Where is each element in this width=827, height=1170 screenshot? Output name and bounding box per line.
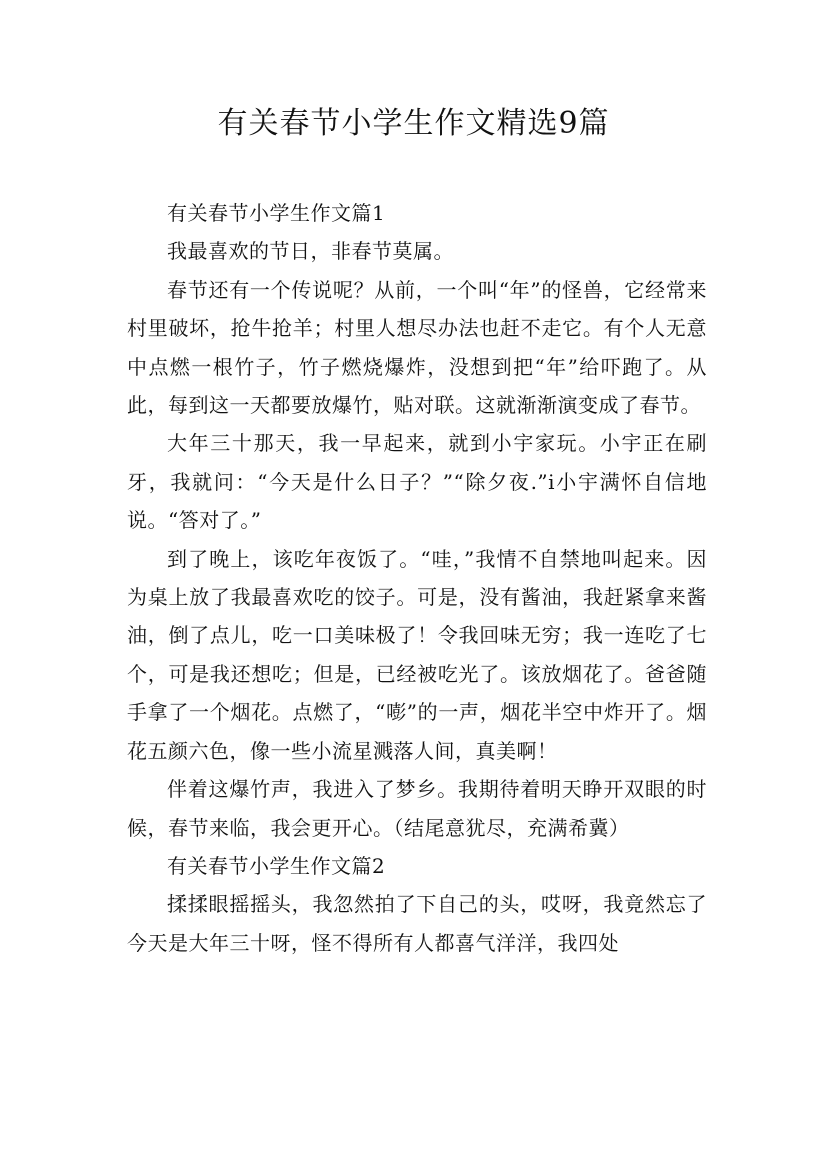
paragraph: 揉揉眼摇摇头，我忽然拍了下自己的头，哎呀，我竟然忘了今天是大年三十呀，怪不得所有人都喜气洋洋，我四处 [127, 892, 707, 955]
paragraph: 春节还有一个传说呢？从前，一个叫“年”的怪兽，它经常来村里破坏，抢牛抢羊；村里人想尽办法也赶不走它。有个人无意中点燃一根竹子，竹子燃烧爆炸，没想到把“年”给吓跑了。从此，每到这一天都要放爆竹，贴对联。这就渐渐演变成了春节。 [127, 277, 707, 418]
paragraph: 伴着这爆竹声，我进入了梦乡。我期待着明天睁开双眼的时候，春节来临，我会更开心。（结尾意犹尽，充满希冀） [127, 777, 707, 840]
section-heading-1: 有关春节小学生作文篇1 [167, 201, 386, 225]
paragraph: 大年三十那天，我一早起来，就到小宇家玩。小宇正在刷牙，我就问：“今天是什么日子？”“除夕夜.”i小宇满怀自信地说。“答对了。” [127, 431, 707, 533]
section-heading-2: 有关春节小学生作文篇2 [167, 853, 386, 878]
document-body [127, 194, 707, 962]
document-title: 有关春节小学生作文精选9篇 [217, 106, 610, 141]
paragraph: 到了晚上，该吃年夜饭了。“哇，”我情不自禁地叫起来。因为桌上放了我最喜欢吃的饺子。可是，没有酱油，我赶紧拿来酱油，倒了点儿，吃一口美味极了！令我回味无穷；我一连吃了七个，可是我还想吃；但是，已经被吃光了。该放烟花了。爸爸随手拿了一个烟花。点燃了，“嘭”的一声，烟花半空中炸开了。烟花五颜六色，像一些小流星溅落人间，真美啊！ [127, 546, 707, 763]
paragraph: 我最喜欢的节日，非春节莫属。 [167, 239, 454, 264]
